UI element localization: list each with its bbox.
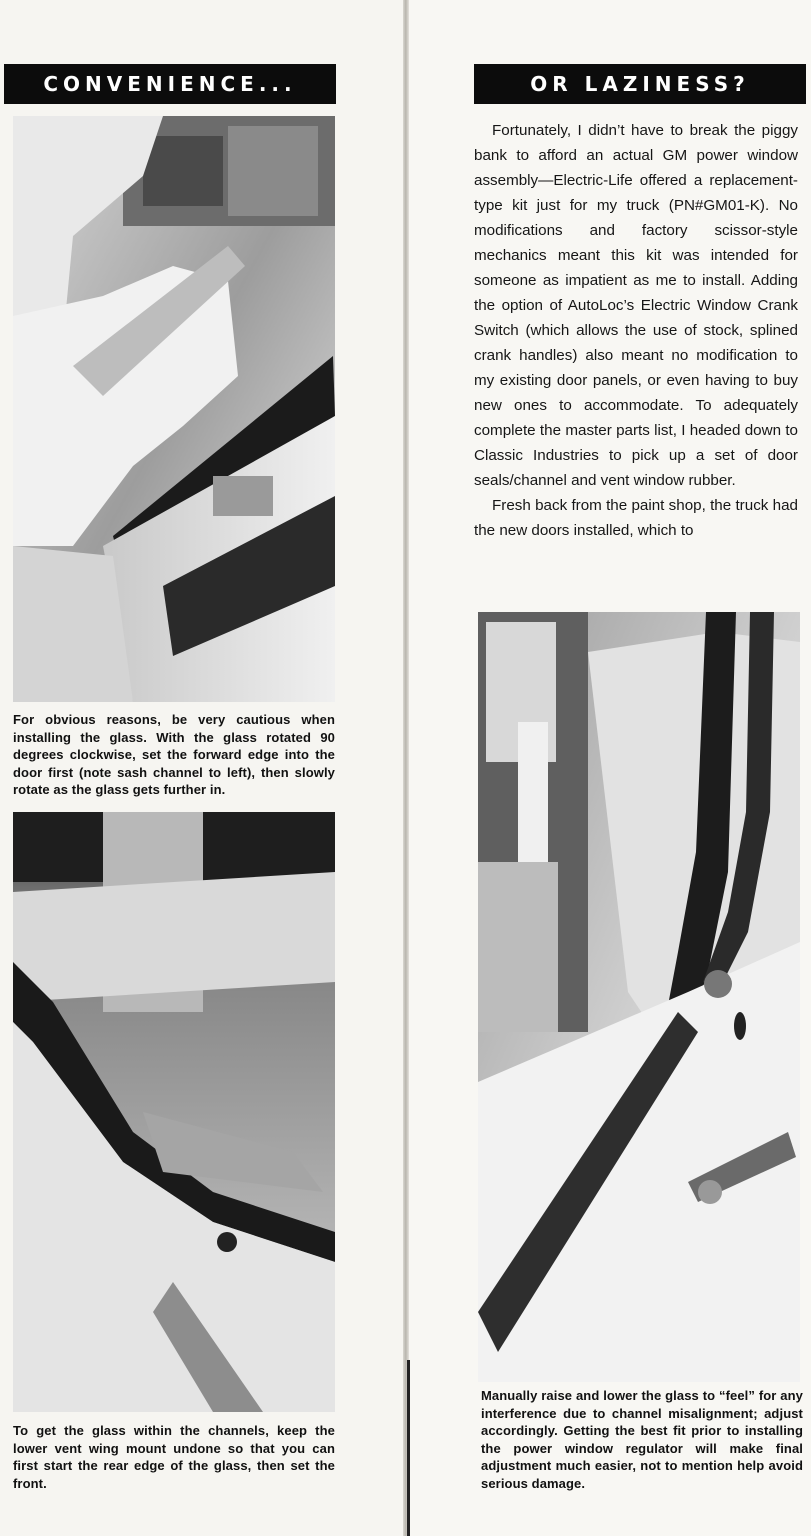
photo-glass-channels (13, 812, 335, 1412)
photo-raise-lower-glass (478, 612, 800, 1382)
body-paragraph: Fresh back from the paint shop, the truck had the new doors installed, which to (474, 497, 798, 539)
caption-glass-channels: To get the glass within the channels, keep the lower vent wing mount undone so that you can first start the rear edge of the glass, then set the front. (13, 1423, 335, 1491)
caption-installing-glass: For obvious reasons, be very cautious when installing the glass. With the glass rotated 90 degrees clockwise, set the forward edge into the door first (note sash channel to left), then slowly rotate as the glass gets further in. (13, 712, 335, 797)
gutter-shadow (407, 1360, 410, 1536)
convenience-heading: CONVENIENCE... (4, 64, 336, 104)
photo-installing-glass (13, 116, 335, 702)
article-body (474, 118, 798, 543)
body-paragraph: Fortunately, I didn’t have to break the piggy bank to afford an actual GM power window assembly—Electric-Life offered a replacement-type kit just for my truck (PN#GM01-K). No modifications and factory scissor-style mechanics meant this kit was intended for someone as impatient as me to install. Adding the option of AutoLoc’s Electric Window Crank Switch (which allows the use of stock, splined crank handles) also meant no modification to my existing door panels, or even having to buy new ones to accommodate. To adequately complete the master parts list, I headed down to Classic Industries to pick up a set of door seals/channel and vent window rubber. (474, 122, 798, 489)
caption-raise-lower-glass: Manually raise and lower the glass to “feel” for any interference due to channel misalignment; adjust accordingly. Getting the best fit prior to installing the power window regulator will make final adjustment much easier, not to mention help avoid serious damage. (481, 1388, 803, 1491)
page-gutter (403, 0, 409, 1536)
laziness-heading: OR LAZINESS? (474, 64, 806, 104)
